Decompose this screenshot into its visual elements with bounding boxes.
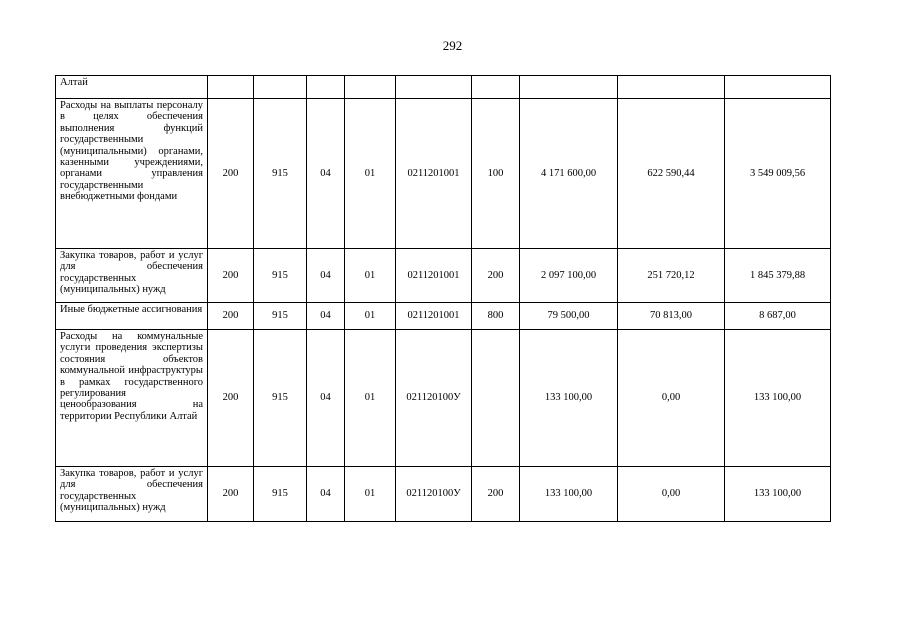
table-row <box>56 99 831 249</box>
cell: 0,00 <box>618 467 725 522</box>
cell: 1 845 379,88 <box>725 249 831 303</box>
cell: 133 100,00 <box>520 467 618 522</box>
table-row <box>56 330 831 467</box>
cell <box>307 76 345 99</box>
table-row <box>56 467 831 522</box>
cell: 04 <box>307 303 345 330</box>
cell: 200 <box>208 330 254 467</box>
cell: 79 500,00 <box>520 303 618 330</box>
row-description: Закупка товаров, работ и услуг для обеспечения государственных (муниципальных) нужд <box>56 467 208 522</box>
cell: 800 <box>472 303 520 330</box>
cell <box>254 76 307 99</box>
cell: 021120100У <box>396 467 472 522</box>
cell: 100 <box>472 99 520 249</box>
cell <box>208 76 254 99</box>
row-description: Расходы на выплаты персоналу в целях обеспечения выполнения функций государственными (муниципальными) органами, казенными учреждениями, органами управления государственными внебюджетными фондами <box>56 99 208 249</box>
table-row <box>56 303 831 330</box>
cell: 0211201001 <box>396 249 472 303</box>
cell: 200 <box>208 303 254 330</box>
table-row <box>56 76 831 99</box>
cell: 04 <box>307 467 345 522</box>
cell: 200 <box>208 249 254 303</box>
budget-table <box>55 75 831 522</box>
cell <box>396 76 472 99</box>
cell: 2 097 100,00 <box>520 249 618 303</box>
cell: 133 100,00 <box>725 330 831 467</box>
cell: 01 <box>345 467 396 522</box>
page-number: 292 <box>442 38 463 53</box>
cell: 0211201001 <box>396 303 472 330</box>
cell: 021120100У <box>396 330 472 467</box>
cell: 133 100,00 <box>725 467 831 522</box>
cell: 133 100,00 <box>520 330 618 467</box>
cell <box>725 76 831 99</box>
cell <box>618 76 725 99</box>
row-description: Иные бюджетные ассигнования <box>56 303 208 330</box>
cell: 915 <box>254 330 307 467</box>
cell: 70 813,00 <box>618 303 725 330</box>
cell: 915 <box>254 303 307 330</box>
cell: 200 <box>472 249 520 303</box>
cell: 251 720,12 <box>618 249 725 303</box>
cell <box>345 76 396 99</box>
cell: 01 <box>345 303 396 330</box>
cell <box>472 76 520 99</box>
cell: 01 <box>345 99 396 249</box>
cell: 915 <box>254 99 307 249</box>
cell: 01 <box>345 249 396 303</box>
cell: 200 <box>472 467 520 522</box>
table-row <box>56 249 831 303</box>
cell: 04 <box>307 330 345 467</box>
cell: 200 <box>208 467 254 522</box>
row-description: Алтай <box>56 76 208 99</box>
cell: 622 590,44 <box>618 99 725 249</box>
cell: 04 <box>307 249 345 303</box>
cell: 200 <box>208 99 254 249</box>
cell: 0,00 <box>618 330 725 467</box>
cell: 915 <box>254 467 307 522</box>
cell: 4 171 600,00 <box>520 99 618 249</box>
cell: 0211201001 <box>396 99 472 249</box>
cell <box>520 76 618 99</box>
cell: 8 687,00 <box>725 303 831 330</box>
cell <box>472 330 520 467</box>
cell: 915 <box>254 249 307 303</box>
row-description: Закупка товаров, работ и услуг для обеспечения государственных (муниципальных) нужд <box>56 249 208 303</box>
cell: 04 <box>307 99 345 249</box>
cell: 01 <box>345 330 396 467</box>
row-description: Расходы на коммунальные услуги проведения экспертизы состояния объектов коммунальной инфраструктуры в рамках государственного регулирования ценообразования на территории Республики Алтай <box>56 330 208 467</box>
cell: 3 549 009,56 <box>725 99 831 249</box>
